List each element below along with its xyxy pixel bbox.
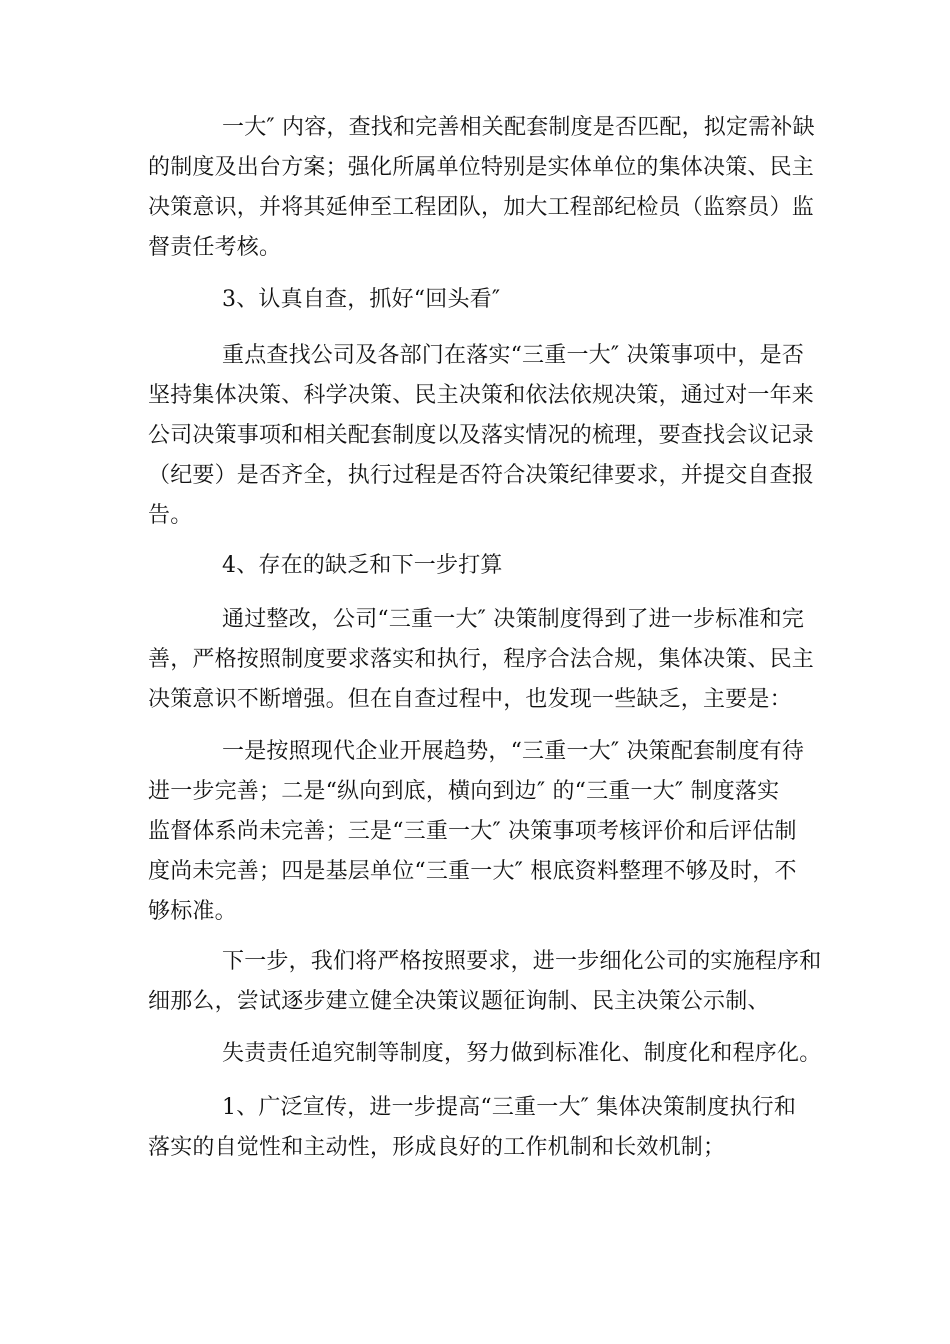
paragraph — [148, 1088, 808, 1168]
paragraph — [148, 336, 815, 536]
text-line: 4、存在的缺乏和下一步打算 — [222, 553, 503, 578]
paragraph — [148, 942, 822, 1022]
text-line: 决策意识不断增强。但在自查过程中，也发现一些缺乏，主要是： — [148, 687, 792, 712]
text-line: （纪要）是否齐全，执行过程是否符合决策纪律要求，并提交自查报 — [148, 463, 815, 488]
text-line: 告。 — [148, 503, 193, 528]
text-line: 的制度及出台方案；强化所属单位特别是实体单位的集体决策、民主 — [148, 155, 815, 180]
text-line: 坚持集体决策、科学决策、民主决策和依法依规决策，通过对一年来 — [148, 383, 815, 408]
text-line: 决策意识，并将其延伸至工程团队，加大工程部纪检员（监察员）监 — [148, 195, 815, 220]
text-line: 监督体系尚未完善；三是“三重一大″ 决策事项考核评价和后评估制 — [148, 819, 797, 844]
text-line: 通过整改，公司“三重一大″ 决策制度得到了进一步标准和完 — [222, 607, 805, 632]
paragraph — [148, 1034, 822, 1074]
text-line: 公司决策事项和相关配套制度以及落实情况的梳理，要查找会议记录 — [148, 423, 815, 448]
text-line: 下一步，我们将严格按照要求，进一步细化公司的实施程序和 — [222, 949, 822, 974]
text-line: 重点查找公司及各部门在落实“三重一大″ 决策事项中，是否 — [222, 343, 805, 368]
text-line: 一是按照现代企业开展趋势，“三重一大″ 决策配套制度有待 — [222, 739, 805, 764]
text-line: 督责任考核。 — [148, 235, 282, 260]
text-line: 够标准。 — [148, 899, 237, 924]
text-line: 落实的自觉性和主动性，形成良好的工作机制和长效机制； — [148, 1135, 726, 1160]
text-line: 一大″ 内容，查找和完善相关配套制度是否匹配，拟定需补缺 — [222, 115, 815, 140]
text-line: 细那么，尝试逐步建立健全决策议题征询制、民主决策公示制、 — [148, 989, 770, 1014]
section-heading — [148, 546, 808, 586]
text-line: 1、广泛宣传，进一步提高“三重一大″ 集体决策制度执行和 — [222, 1095, 797, 1120]
section-heading — [148, 280, 808, 320]
paragraph — [148, 732, 808, 932]
text-line: 3、认真自查，抓好“回头看″ — [222, 287, 501, 312]
paragraph — [148, 108, 815, 268]
text-line: 进一步完善；二是“纵向到底，横向到边″ 的“三重一大″ 制度落实 — [148, 779, 780, 804]
paragraph — [148, 600, 815, 720]
text-line: 失责责任追究制等制度，努力做到标准化、制度化和程序化。 — [222, 1041, 822, 1066]
text-line: 度尚未完善；四是基层单位“三重一大″ 根底资料整理不够及时，不 — [148, 859, 797, 884]
text-line: 善，严格按照制度要求落实和执行，程序合法合规，集体决策、民主 — [148, 647, 815, 672]
